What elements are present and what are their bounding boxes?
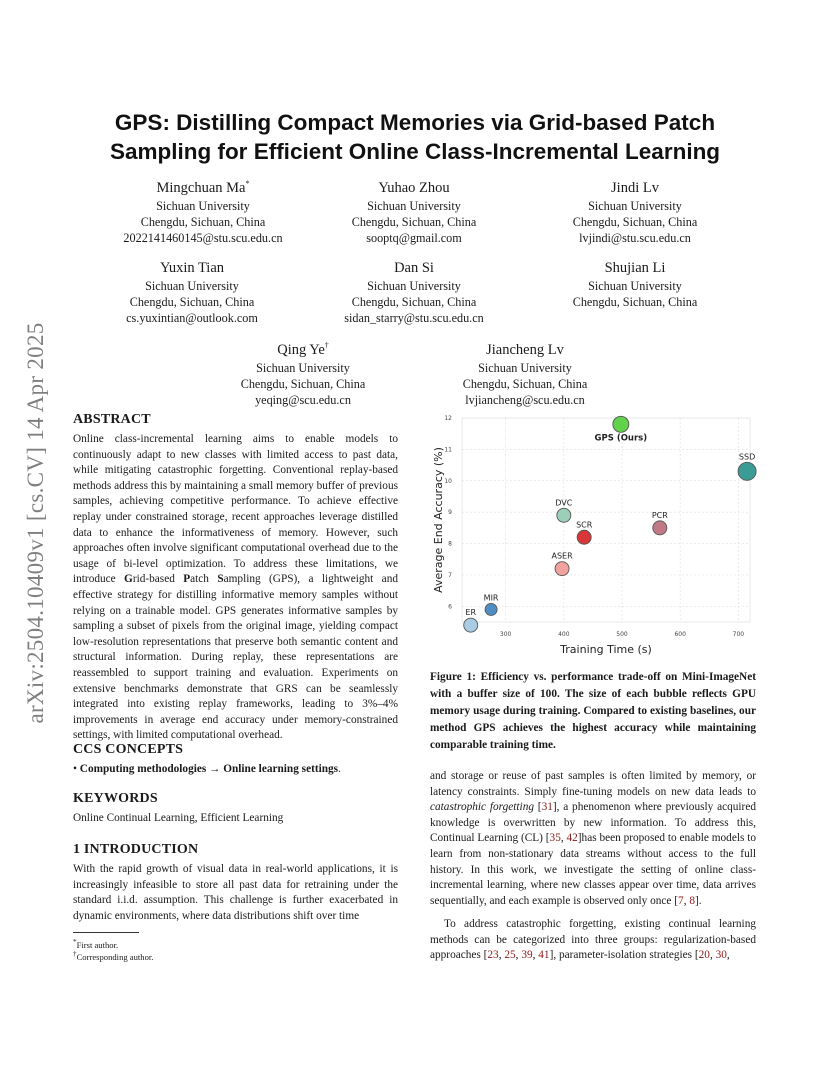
paper-title bbox=[80, 108, 750, 166]
author-name: Yuxin Tian bbox=[159, 259, 225, 276]
title-line-1: GPS: Distilling Compact Memories via Grid-based Patch bbox=[114, 110, 716, 135]
data-point-label: ASER bbox=[551, 551, 573, 561]
author-block bbox=[82, 254, 302, 326]
author-block bbox=[304, 174, 524, 246]
abstract-part: rid-based bbox=[132, 573, 184, 586]
data-point-aser bbox=[555, 562, 569, 576]
abstract-bold-s: S bbox=[217, 573, 224, 586]
right-col-paragraph-2 bbox=[430, 917, 756, 964]
author-location: Chengdu, Sichuan, China bbox=[572, 294, 698, 309]
text-part: ]has been proposed to enable models to learn from non-stationary data streams without access to the full history. In this work, we investigate the setting of online class-incremental learning, where new classes appear over time, data arrives sequentially, and each example is observed only once [ bbox=[430, 832, 756, 907]
author-affiliation: Sichuan University bbox=[256, 360, 350, 375]
abstract-part: ampling bbox=[223, 573, 261, 586]
ccs-concepts bbox=[73, 762, 398, 778]
author-name: Jindi Lv bbox=[611, 179, 659, 196]
data-point-label: GPS (Ours) bbox=[594, 433, 648, 444]
author-affiliation: Sichuan University bbox=[145, 278, 239, 293]
author-block bbox=[415, 336, 635, 408]
y-tick-label: 6 bbox=[448, 603, 452, 611]
citation-link[interactable]: 39 bbox=[521, 949, 533, 962]
x-tick-label: 300 bbox=[499, 631, 512, 638]
author-email: sooptq@gmail.com bbox=[366, 230, 462, 245]
y-tick-label: 12 bbox=[444, 415, 452, 422]
data-point-label: PCR bbox=[651, 510, 668, 520]
citation-link[interactable]: 35 bbox=[549, 832, 561, 845]
abstract-part: Online class-incremental learning aims to enable models to continuously adapt to new classes with limited access to past data, while mitigating catastrophic forgetting. Conventional replay-based methods address this by maintaining a small memory buffer of previous samples, achieving competitive performance. To achieve effective replay under constrained storage, recent approaches leverage distilled data to enhance the informativeness of memory. However, such approaches often involve significant computational overhead due to the usage of bi-level optimization. To address these limitations, we introduce bbox=[73, 433, 398, 586]
abstract-text bbox=[73, 432, 398, 744]
abstract-bold-g: G bbox=[124, 573, 133, 586]
abstract-part: atch bbox=[190, 573, 218, 586]
author-affiliation: Sichuan University bbox=[478, 360, 572, 375]
author-location: Chengdu, Sichuan, China bbox=[240, 376, 366, 391]
ccs-period: . bbox=[338, 763, 341, 775]
text-part: [ bbox=[534, 801, 542, 814]
author-mark: † bbox=[324, 341, 329, 350]
author-location: Chengdu, Sichuan, China bbox=[572, 214, 698, 229]
keywords-text: Online Continual Learning, Efficient Learning bbox=[73, 812, 284, 824]
footnote-rule bbox=[73, 932, 139, 933]
text-part: , bbox=[726, 949, 730, 962]
arxiv-stamp bbox=[18, 288, 54, 758]
author-mark: * bbox=[245, 179, 250, 188]
abstract-bold-p: P bbox=[183, 573, 191, 586]
text-part: , bbox=[683, 894, 690, 907]
author-affiliation: Sichuan University bbox=[367, 278, 461, 293]
author-affiliation: Sichuan University bbox=[588, 278, 682, 293]
text-part: ]. bbox=[695, 894, 702, 907]
ccs-heading: CCS CONCEPTS bbox=[73, 742, 184, 757]
data-point-er bbox=[464, 618, 478, 632]
author-block bbox=[525, 174, 745, 246]
data-point-label: SCR bbox=[576, 520, 593, 530]
x-tick-label: 500 bbox=[616, 631, 628, 638]
data-point-mir bbox=[485, 603, 497, 615]
citation-link[interactable]: 30 bbox=[715, 949, 727, 962]
text-part: ], parameter-isolation strategies [ bbox=[549, 949, 699, 962]
ccs-text: Computing methodologies → Online learning settings bbox=[79, 763, 339, 775]
author-block bbox=[93, 174, 313, 246]
text-part: , bbox=[515, 949, 522, 962]
citation-link[interactable]: 7 bbox=[678, 894, 684, 907]
chart-points bbox=[464, 416, 756, 632]
citation-link[interactable]: 42 bbox=[566, 832, 578, 845]
data-point-label: ER bbox=[465, 608, 477, 618]
intro-text: With the rapid growth of visual data in real-world applications, it is increasingly infeasible to store all past data for retraining under the standard i.i.d. assumption. This challenge is further exacerbated in dynamic environments, where data distributions shift over time bbox=[73, 863, 398, 922]
data-point-ssd bbox=[738, 462, 756, 480]
author-affiliation: Sichuan University bbox=[588, 198, 682, 213]
footnote-mark: † bbox=[73, 950, 77, 958]
y-tick-label: 11 bbox=[444, 446, 452, 454]
chart-x-label: Training Time (s) bbox=[560, 643, 652, 656]
intro-heading: 1 INTRODUCTION bbox=[73, 842, 199, 857]
author-name: Shujian Li bbox=[604, 259, 666, 276]
author-location: Chengdu, Sichuan, China bbox=[129, 294, 255, 309]
data-point-label: MIR bbox=[483, 593, 499, 603]
author-email: 2022141460145@stu.scu.edu.cn bbox=[123, 230, 283, 245]
citation-link[interactable]: 8 bbox=[689, 894, 695, 907]
author-affiliation: Sichuan University bbox=[156, 198, 250, 213]
footnote-mark: * bbox=[73, 938, 77, 946]
abstract-part: (GPS), a lightweight and effective strategy for distilling informative memory samples without relying on a trainable model. GPS generates informative samples by sampling a subset of pixels from the original image, yielding compact low-resolution representations that preserve both semantic content and structural information. During replay, these representations are reassembled to support training and evaluation. Experiments on extensive benchmarks demonstrate that GRS can be seamlessly integrated into existing replay frameworks, leading to 3%–4% improvements in average end accuracy under memory-constrained settings, with limited computational overhead. bbox=[73, 573, 398, 742]
citation-link[interactable]: 25 bbox=[504, 949, 516, 962]
footnote-text: Corresponding author. bbox=[76, 951, 154, 962]
text-part: , bbox=[560, 832, 567, 845]
author-block bbox=[525, 254, 745, 310]
footnote-corresponding bbox=[73, 948, 153, 963]
citation-link[interactable]: 31 bbox=[541, 801, 553, 814]
emphasis: catastrophic forgetting bbox=[430, 801, 534, 814]
text-part: , bbox=[709, 949, 716, 962]
chart-grid bbox=[462, 418, 750, 622]
author-email: yeqing@scu.edu.cn bbox=[255, 392, 351, 407]
title-line-2: Sampling for Efficient Online Class-Incremental Learning bbox=[109, 139, 721, 164]
text-part: and storage or reuse of past samples is often limited by memory, or latency constraints. Simply fine-tuning models on new data leads to bbox=[430, 770, 756, 798]
keywords-heading: KEYWORDS bbox=[73, 791, 158, 806]
abstract-heading: ABSTRACT bbox=[73, 412, 151, 427]
author-email: sidan_starry@stu.scu.edu.cn bbox=[344, 310, 484, 325]
data-point-pcr bbox=[653, 521, 667, 535]
author-location: Chengdu, Sichuan, China bbox=[351, 294, 477, 309]
footnote-text: First author. bbox=[76, 939, 119, 950]
y-tick-label: 8 bbox=[448, 540, 452, 548]
plot-area bbox=[462, 418, 750, 622]
text-part: To address catastrophic forgetting, existing continual learning methods can be categorized into three groups: regularization-based approaches [ bbox=[430, 918, 756, 962]
y-tick-label: 7 bbox=[448, 571, 452, 579]
figure-caption: Figure 1: Efficiency vs. performance trade-off on Mini-ImageNet with a buffer size of 100. The size of each bubble reflects GPU memory usage during training. Compared to existing baselines, our method GPS achieves the highest accuracy while maintaining comparable training time. bbox=[430, 671, 756, 751]
text-part: ], a phenomenon where previously acquired knowledge is overwritten by new information. To address this, Continual Learning (CL) [ bbox=[430, 801, 756, 845]
arxiv-stamp-text: arXiv:2504.10409v1 [cs.CV] 14 Apr 2025 bbox=[23, 322, 48, 724]
citation-link[interactable]: 41 bbox=[538, 949, 550, 962]
text-part: , bbox=[532, 949, 539, 962]
author-email: cs.yuxintian@outlook.com bbox=[126, 310, 258, 325]
author-affiliation: Sichuan University bbox=[367, 198, 461, 213]
x-tick-label: 600 bbox=[674, 631, 686, 638]
author-location: Chengdu, Sichuan, China bbox=[140, 214, 266, 229]
chart-y-label: Average End Accuracy (%) bbox=[432, 447, 445, 593]
author-name: Qing Ye bbox=[277, 341, 325, 358]
y-tick-label: 10 bbox=[444, 477, 452, 485]
citation-link[interactable]: 23 bbox=[487, 949, 499, 962]
data-point-gps-ours bbox=[613, 416, 629, 432]
data-point-label: DVC bbox=[555, 498, 573, 508]
author-email: lvjindi@stu.scu.edu.cn bbox=[579, 230, 691, 245]
author-name: Jiancheng Lv bbox=[486, 341, 564, 358]
data-point-scr bbox=[577, 530, 591, 544]
author-location: Chengdu, Sichuan, China bbox=[462, 376, 588, 391]
author-location: Chengdu, Sichuan, China bbox=[351, 214, 477, 229]
citation-link[interactable]: 20 bbox=[698, 949, 710, 962]
author-name: Dan Si bbox=[394, 259, 434, 276]
right-col-paragraph-1 bbox=[430, 769, 756, 909]
author-block bbox=[304, 254, 524, 326]
author-name: Yuhao Zhou bbox=[378, 179, 450, 196]
author-email: lvjiancheng@scu.edu.cn bbox=[465, 392, 585, 407]
x-tick-label: 700 bbox=[732, 631, 745, 638]
text-part: , bbox=[498, 949, 505, 962]
author-block bbox=[193, 336, 413, 408]
scatter-chart bbox=[428, 410, 758, 660]
x-tick-label: 400 bbox=[558, 631, 570, 638]
author-name: Mingchuan Ma bbox=[156, 179, 246, 196]
y-tick-label: 9 bbox=[448, 509, 452, 517]
data-point-dvc bbox=[557, 508, 571, 522]
data-point-label: SSD bbox=[738, 452, 756, 462]
ccs-bullet: • bbox=[73, 763, 77, 775]
